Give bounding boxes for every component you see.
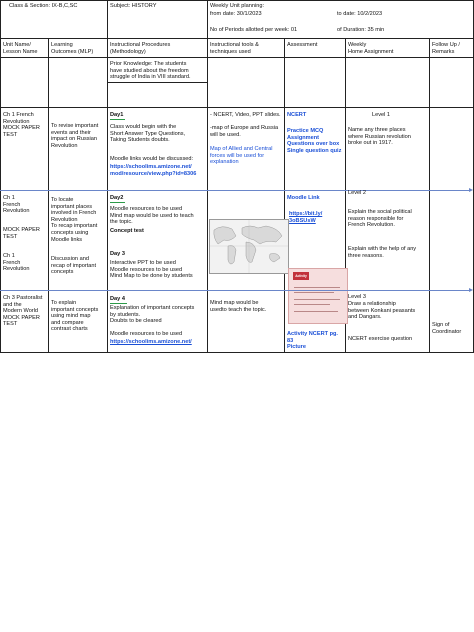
col-line-2 (107, 0, 108, 352)
row2-concept: Concept test (110, 228, 144, 234)
row1-tools: - NCERT, Video, PPT slides. -map of Europe and Russia will be used. (210, 112, 281, 138)
row1-assessment-blue: Practice MCQ Assignment Questions over box Single question quiz (287, 128, 342, 154)
row2-level: Level 2 (348, 190, 367, 196)
day2-underline (110, 202, 125, 203)
row2-day2: Day2 (110, 195, 124, 201)
table-header-divider (0, 38, 474, 39)
row1-moodle-link[interactable]: https://schoolims.amizone.net/ mod/resource/view.php?id=8306 (110, 164, 197, 177)
row2-lesson1: Ch 1 French Revolution (3, 195, 30, 215)
row2-home2: Explain with the help of any three reasons. (348, 246, 417, 259)
activity-image (288, 268, 348, 324)
row3-assessment: Activity NCERT pg. 83 (287, 331, 338, 344)
row2-outcome: To locate important places involved in French Revolution To recap important concepts using Moodle links (51, 197, 98, 243)
row3-home: Draw a relationship between Konkani peasants and Dangars. (348, 301, 416, 321)
row2-lesson1b: MOCK PAPER TEST (3, 227, 40, 240)
row3-remark: Sign of Coordinator (432, 322, 462, 335)
duration: of Duration: 35 min (337, 27, 385, 33)
day1-underline (110, 119, 125, 120)
row2-lesson2: Ch 1 French Revolution (3, 253, 30, 273)
table-border-top (0, 0, 474, 1)
row3-lesson: Ch 3 Pastoralist and the Modern World MOCK PAPER TEST (3, 295, 43, 328)
row1-tools-blue: Map of Allied and Central forces will be used for explanation (210, 146, 273, 166)
row2-assessment-link-title: Moodle Link (287, 195, 320, 201)
class-section: Class & Section: IX-B,C,SC (9, 3, 78, 9)
row3-home2: NCERT exercise question (348, 336, 413, 342)
day4-underline (110, 303, 127, 304)
col-line-6 (429, 38, 430, 352)
row1-top-border (0, 107, 474, 108)
col-header-tools: Instructional tools & techniques used (210, 42, 259, 55)
row2-home: Explain the social political reason responsible for French Revolution. (348, 209, 412, 229)
col-header-lesson: Unit Name/ Lesson Name (3, 42, 38, 55)
row3-outcome: To explain important concepts using mind map and compare contrast charts (51, 300, 99, 333)
prior-knowledge: Prior Knowledge: The students have studied about the freedom struggle of India in VIII standard. (110, 61, 191, 81)
row1-lesson: Ch 1 French Revolution MOCK PAPER TEST (3, 112, 40, 138)
row1-outcome: To revise important events and their impact on Russian Revolution (51, 123, 99, 149)
row3-picture: Picture (287, 344, 306, 350)
world-map-icon (210, 220, 288, 273)
subject: Subject: HISTORY (110, 3, 157, 9)
world-map-image (209, 219, 289, 274)
row3-day4: Day 4 (110, 296, 125, 302)
row-separator-arrow-2 (0, 290, 470, 291)
plan-title: Weekly Unit planning: (210, 3, 264, 9)
row3-tools: Mind map would be usedto teach the topic. (210, 300, 267, 313)
prior-knowledge-divider (107, 82, 207, 83)
col-line-1 (48, 38, 49, 352)
to-date: to date: 10/2/2023 (337, 11, 383, 17)
col-line-4 (284, 38, 285, 352)
col-line-0 (0, 0, 1, 352)
row3-level: Level 3 (348, 294, 367, 300)
row2-procedure2: Moodle resources to be used Mind map would be used to teach the topic. (110, 206, 194, 226)
row2-outcome2: Discussion and recap of important concepts (51, 256, 97, 276)
row1-procedure: Class would begin with the Short Answer Type Questions, Taking Students doubts. (110, 124, 186, 144)
col-line-3 (207, 0, 208, 352)
col-header-assessment: Assessment (287, 42, 318, 48)
row2-procedure3: Interactive PPT to be used Moodle resources to be used Mind Map to be done by students (110, 260, 193, 280)
row1-assessment-title: NCERT (287, 112, 307, 118)
row1-moodle-text: Moodle links would be discussed: (110, 156, 194, 162)
row2-assessment-link[interactable]: https://bit.ly/ 3oBSUsW (289, 211, 323, 224)
from-date: from date: 30/1/2023 (210, 11, 262, 17)
col-header-outcomes: Learning Outcomes (MLP) (51, 42, 94, 55)
col-header-followup: Follow Up / Remarks (432, 42, 460, 55)
row3-moodle-link[interactable]: https://schoolims.amizone.net/ (110, 339, 192, 345)
row3-moodle-text: Moodle resources to be used (110, 331, 183, 337)
row-separator-arrow-1 (0, 190, 470, 191)
column-header-divider (0, 57, 474, 58)
activity-label: Activity (293, 272, 309, 280)
periods: No of Periods allotted per week: 01 (210, 27, 298, 33)
row1-home: Name any three places where Russian revolution broke out in 1917. (348, 127, 411, 147)
row2-day3: Day 3 (110, 251, 125, 257)
row1-day: Day1 (110, 112, 124, 118)
row3-procedure4: Explanation of important concepts by students. Doubts to be cleared (110, 305, 195, 325)
table-border-bottom (0, 352, 474, 353)
col-header-procedures: Instructional Procedures (Methodology) (110, 42, 171, 55)
row1-level: Level 1 (372, 112, 391, 118)
col-header-home: Weekly Home Assignment (348, 42, 394, 55)
